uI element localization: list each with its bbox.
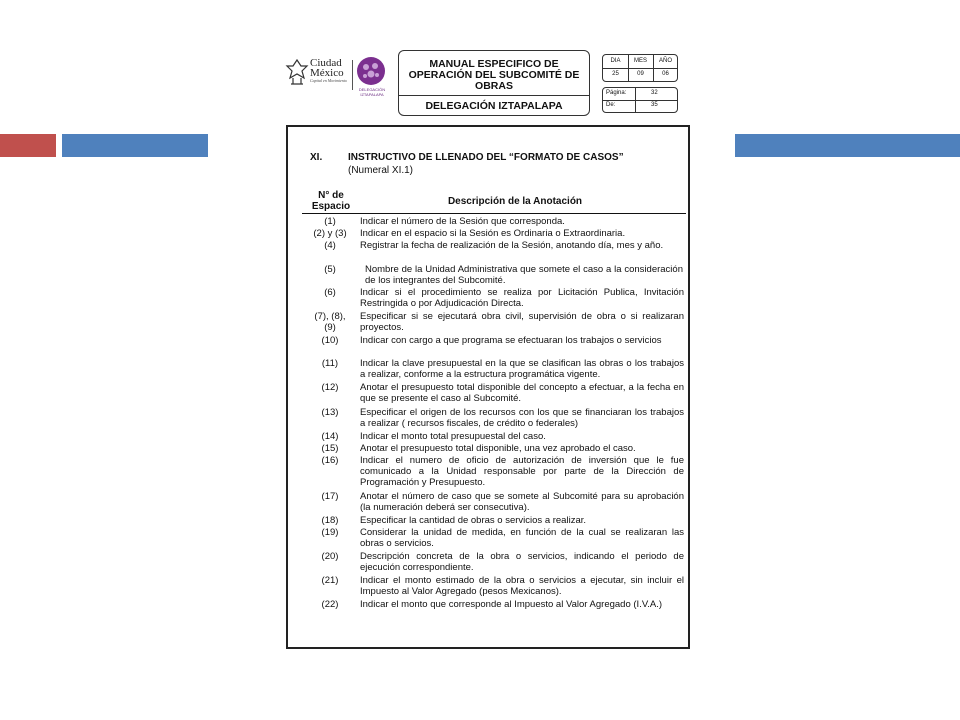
row-description: Anotar el presupuesto total disponible, una vez aprobado el caso. (360, 443, 636, 454)
row-description: Especificar la cantidad de obras o servicios a realizar. (360, 515, 587, 526)
delegacion-logo-icon (356, 56, 386, 86)
document-page (286, 125, 690, 649)
section-subtitle: (Numeral XI.1) (348, 165, 414, 176)
cdmx-logo-tagline: Capital en Movimiento (310, 78, 347, 83)
row-description: Indicar la clave presupuestal en la que se clasifican las obras o los trabajos a realizar, conforme a la estructura programática vigente. (360, 358, 684, 380)
row-description: Anotar el número de caso que se somete al Subcomité para su aprobación (la numeración deberá ser consecutiva). (360, 491, 684, 513)
manual-title-line2: OPERACIÓN DEL SUBCOMITÉ DE (408, 69, 580, 81)
accent-bar-red (0, 134, 56, 157)
column-header-number-line2: Espacio (311, 201, 351, 212)
mes-label: MES (633, 58, 647, 64)
mes-value: 09 (637, 71, 644, 77)
manual-title (399, 59, 589, 92)
cdmx-logo-line1: Ciudad (310, 57, 342, 69)
row-number: (4) (324, 240, 336, 251)
row-number: (12) (321, 382, 339, 393)
row-description: Indicar si el procedimiento se realiza por Licitación Publica, Invitación Restringida o por Adjudicación Directa. (360, 287, 684, 309)
row-number: (14) (321, 431, 339, 442)
row-description: Indicar el numero de oficio de autorización de inversión que le fue comunicado a la Unidad responsable por parte de la Dirección de Programación y Presupuesto. (360, 455, 684, 488)
pagination-box (602, 87, 678, 113)
pagina-value: 32 (651, 90, 658, 96)
cdmx-logo-text (310, 58, 347, 83)
row-description: Indicar el monto estimado de la obra o servicios a ejecutar, sin incluir el Impuesto al Valor Agregado (pesos Mexicanos). (360, 575, 684, 597)
row-description: Especificar si se ejecutará obra civil, supervisión de obra o si realizaran proyectos. (360, 311, 684, 333)
row-description: Indicar el monto total presupuestal del caso. (360, 431, 546, 442)
row-description: Registrar la fecha de realización de la Sesión, anotando día, mes y año. (360, 240, 664, 251)
dia-label: DIA (610, 58, 621, 64)
pagination-divider-v (635, 88, 636, 112)
row-number: (5) (324, 264, 336, 275)
header-logos (283, 54, 393, 98)
row-number (298, 311, 362, 333)
row-number: (10) (321, 335, 339, 346)
pagina-label: Página: (606, 90, 627, 96)
manual-title-line3: OBRAS (475, 80, 513, 92)
row-description: Nombre de la Unidad Administrativa que somete el caso a la consideración de los integrantes del Subcomité. (365, 264, 683, 286)
title-divider (399, 95, 589, 96)
row-number: (18) (321, 515, 339, 526)
de-label: De: (606, 102, 616, 108)
delegacion-logo-text: DELEGACIÓN IZTAPALAPA (358, 87, 386, 97)
row-description: Descripción concreta de la obra o servicios, indicando el periodo de ejecución correspondiente. (360, 551, 684, 573)
cdmx-logo-line2: México (310, 67, 344, 79)
manual-title-box (398, 50, 590, 116)
row-description: Indicar el monto que corresponde al Impuesto al Valor Agregado (I.V.A.) (360, 599, 663, 610)
column-header-description: Descripción de la Anotación (447, 196, 583, 207)
row-description: Considerar la unidad de medida, en función de la cual se realizaran las obras o servicios. (360, 527, 684, 549)
row-number: (2) y (3) (313, 228, 347, 239)
row-number: (17) (321, 491, 339, 502)
row-number: (11) (321, 358, 339, 369)
anio-label: AÑO (658, 58, 672, 64)
accent-bar-blue-right (735, 134, 960, 157)
date-box (602, 54, 678, 82)
row-number: (13) (321, 407, 339, 418)
row-description: Especificar el origen de los recursos con los que se financiaran los trabajos a realizar ( recursos fiscales, de crédito o federales) (360, 407, 684, 429)
dia-value: 25 (612, 71, 619, 77)
column-header-number-line1: N° de (318, 190, 344, 201)
row-number: (20) (321, 551, 339, 562)
header-rule (302, 213, 686, 214)
row-number: (16) (321, 455, 339, 466)
row-number: (21) (321, 575, 339, 586)
anio-value: 06 (662, 71, 669, 77)
section-title: INSTRUCTIVO DE LLENADO DEL “FORMATO DE CASOS” (348, 152, 624, 163)
column-header-number (298, 190, 364, 212)
section-number: XI. (310, 152, 323, 163)
row-number: (22) (321, 599, 339, 610)
row-number: (19) (321, 527, 339, 538)
logo-divider (352, 60, 353, 90)
row-number: (6) (324, 287, 336, 298)
row-number: (15) (321, 443, 339, 454)
row-number: (1) (324, 216, 336, 227)
delegacion-name: DELEGACIÓN IZTAPALAPA (425, 100, 563, 112)
accent-bar-blue-left (62, 134, 208, 157)
manual-title-line1: MANUAL ESPECIFICO DE (429, 58, 559, 70)
row-description: Indicar el número de la Sesión que corresponda. (360, 216, 565, 227)
row-description: Anotar el presupuesto total disponible del concepto a efectuar, a la fecha en que se presente el caso al Subcomité. (360, 382, 684, 404)
row-description: Indicar con cargo a que programa se efectuaran los trabajos o servicios (360, 335, 662, 346)
row-number-line1: (7), (8), (314, 311, 346, 322)
cdmx-emblem-icon (285, 58, 309, 86)
row-description: Indicar en el espacio si la Sesión es Ordinaria o Extraordinaria. (360, 228, 626, 239)
de-value: 35 (651, 102, 658, 108)
row-number-line2: (9) (324, 322, 336, 333)
